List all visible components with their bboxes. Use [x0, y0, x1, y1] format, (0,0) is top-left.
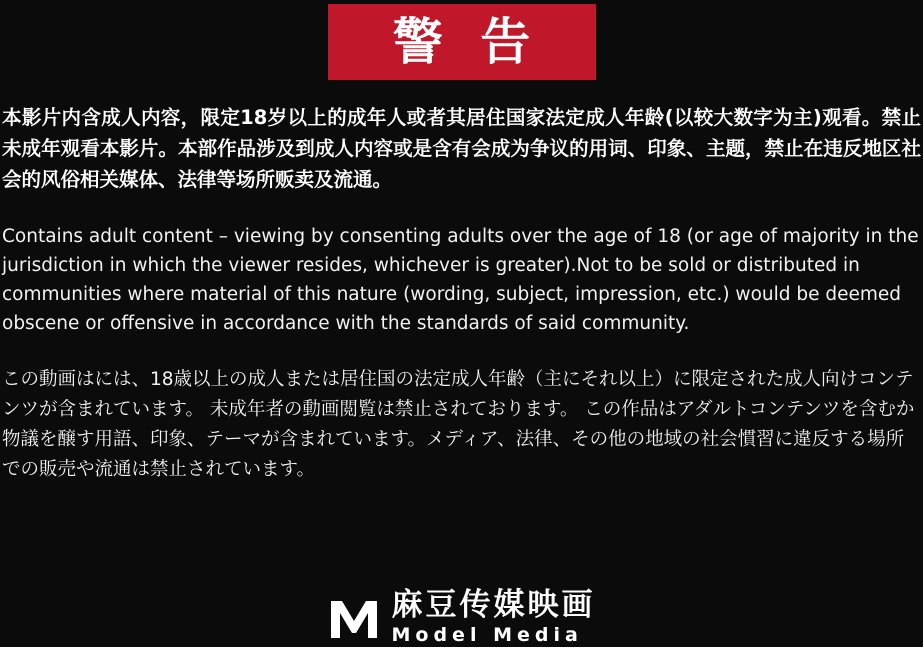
warning-banner-label: 警 告	[392, 13, 541, 71]
brand-name-chinese: 麻豆传媒映画	[391, 587, 596, 623]
notice-text-japanese: この動画はには、18歳以上の成人または居住国の法定成人年齢（主にそれ以上）に限定された成人向けコンテンツが含まれています。 未成年者の動画閲覧は禁止されております。 この作品はアダルトコンテンツを含むか物議を醸す用語、印象、テーマが含まれています。メディア、法律、その他の地域の社会慣習に違反する場所での販売や流通は禁止されています。	[2, 369, 915, 480]
notice-text-english: Contains adult content – viewing by consenting adults over the age of 18 (or age of majority in the jurisdiction in which the viewer resides, whichever is greater).Not to be sold or distributed in communities where material of this nature (wording, subject, impression, etc.) would be deemed obscene or offensive in accordance with the standards of said community.	[2, 226, 919, 334]
brand-logo	[0, 587, 923, 646]
notice-content	[0, 102, 923, 485]
m-monogram-icon	[328, 595, 380, 641]
notice-text-chinese: 本影片内含成人内容，限定18岁以上的成年人或者其居住国家法定成人年龄(以较大数字为主)观看。禁止未成年观看本影片。本部作品涉及到成人内容或是含有会成为争议的用词、印象、主题，禁止在违反地区社会的风俗相关媒体、法律等场所贩卖及流通。	[2, 106, 921, 191]
warning-banner	[328, 4, 596, 80]
warning-banner-container	[0, 0, 923, 80]
brand-logo-text	[391, 587, 596, 646]
brand-name-english: Model Media	[391, 624, 583, 646]
